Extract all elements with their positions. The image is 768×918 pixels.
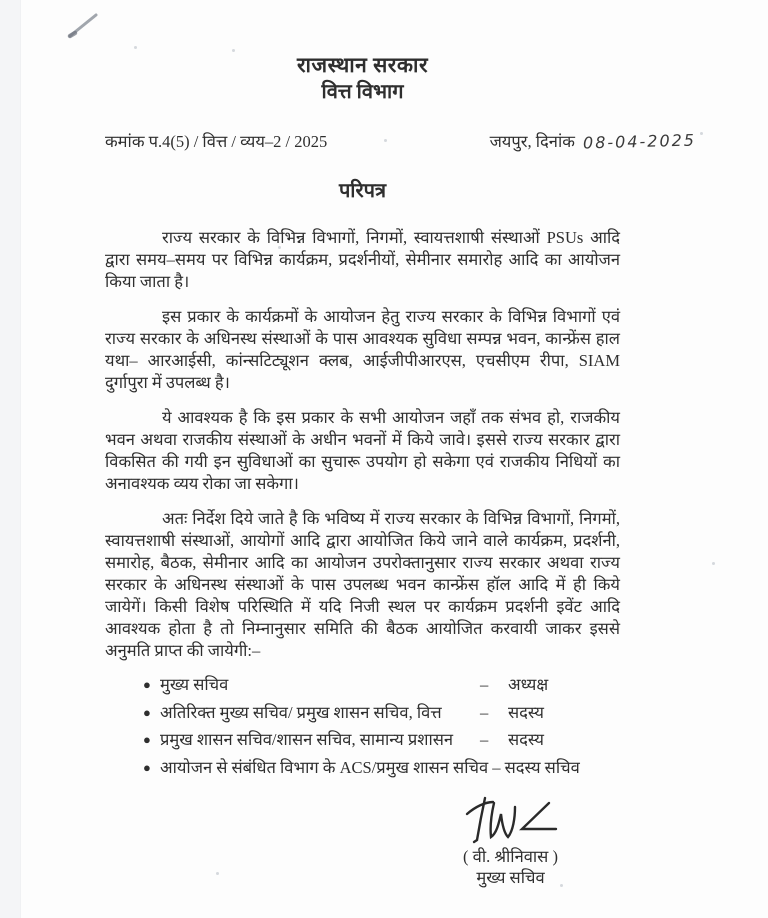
scan-speck bbox=[712, 562, 715, 565]
signatory-designation: मुख्य सचिव bbox=[476, 868, 545, 887]
reference-number: कमांक प.4(5) / वित्त / व्यय–2 / 2025 bbox=[105, 132, 328, 151]
committee-member: मुख्य सचिव bbox=[160, 675, 229, 694]
place-and-date bbox=[490, 129, 696, 152]
signature-block bbox=[403, 790, 618, 888]
reference-row bbox=[105, 129, 696, 152]
dash-separator: – bbox=[480, 702, 489, 722]
dash-separator: – bbox=[480, 730, 489, 749]
paragraph-2: इस प्रकार के कार्यक्रमों के आयोजन हेतु राज्य सरकार के विभिन्न विभागों एवं राज्य सरकार के अधिनस्थ संस्थाओं के पास आवश्यक सुविधा सम्पन्न भवन, कान्फ्रेंस हाल यथा– आरआईसी, कांन्सटिट्यूशन क्लब, आईजीपीआरएस, एचसीएम रीपा, SIAM दुर्गापुरा में उपलब्ध है। bbox=[105, 307, 620, 392]
committee-row-1 bbox=[143, 672, 620, 700]
bullet-icon: ● bbox=[143, 759, 151, 775]
committee-role: सदस्य bbox=[508, 702, 544, 722]
paragraph-3: ये आवश्यक है कि इस प्रकार के सभी आयोजन जहाँ तक संभव हो, राजकीय भवन अथवा राजकीय संस्थाओं के अधीन भवनों में किये जावे। इससे राज्य सरकार द्वारा विकसित की गयी इन सुविधाओं का सुचारू उपयोग हो सकेगा एवं राजकीय निधियों का अनावश्यक व्यय रोका जा सकेगा। bbox=[105, 408, 620, 493]
scan-edge-shadow bbox=[0, 0, 21, 918]
bullet-icon: ● bbox=[143, 704, 151, 720]
committee-member: प्रमुख शासन सचिव/शासन सचिव, सामान्य प्रशासन bbox=[160, 730, 454, 749]
place-date-label: जयपुर, दिनांक bbox=[489, 132, 575, 151]
paragraph-1: राज्य सरकार के विभिन्न विभागों, निगमों, स्वायत्तशाषी संस्थाओं PSUs आदि द्वारा समय–समय पर विभिन्न कार्यक्रम, प्रदर्शनीयों, सेमीनार समारोह आदि का आयोजन किया जाता है। bbox=[105, 228, 620, 291]
signature-scribble-icon bbox=[461, 790, 561, 846]
letterhead bbox=[105, 0, 620, 105]
committee-role: सदस्य bbox=[508, 730, 544, 749]
scan-speck bbox=[700, 132, 703, 135]
department-name: वित्त विभाग bbox=[321, 81, 404, 103]
committee-member: अतिरिक्त मुख्य सचिव/ प्रमुख शासन सचिव, वित्त bbox=[160, 702, 442, 722]
signatory-name: ( वी. श्रीनिवास ) bbox=[463, 847, 558, 866]
committee-role: अध्यक्ष bbox=[508, 675, 549, 694]
committee-list bbox=[105, 672, 620, 782]
committee-row-4 bbox=[143, 755, 620, 783]
bullet-icon: ● bbox=[143, 677, 151, 692]
committee-member: आयोजन से संबंधित विभाग के ACS/प्रमुख शासन सचिव – सदस्य सचिव bbox=[160, 757, 580, 777]
handwritten-date: 08-04-2025 bbox=[582, 130, 697, 153]
document-title: परिपत्र bbox=[338, 180, 387, 202]
government-name: राजस्थान सरकार bbox=[296, 53, 429, 77]
pen-mark-icon bbox=[66, 10, 104, 40]
committee-row-2 bbox=[143, 700, 620, 728]
dash-separator: – bbox=[480, 675, 489, 694]
bullet-icon: ● bbox=[143, 732, 151, 747]
paragraph-4: अतः निर्देश दिये जाते है कि भविष्य में राज्य सरकार के विभिन्न विभागों, निगमों, स्वायत्तशाषी संस्थाओं, आयोगों आदि द्वारा आयोजित किये जाने वाले कार्यक्रम, प्रदर्शनी, समारोह, बैठक, सेमीनार आदि का आयोजन उपरोक्तानुसार राज्य सरकार अथवा राज्य सरकार के अधिनस्थ संस्थाओं के पास उपलब्ध भवन कान्फ्रेंस हॉल आदि में ही किये जायेगें। किसी विशेष परिस्थिति में यदि निजी स्थल पर कार्यक्रम प्रदर्शनी इवेंट आदि आवश्यक होता है तो निम्नानुसार समिति की बैठक आयोजित करवायी जाकर इससे अनुमति प्राप्त की जायेगी:– bbox=[105, 509, 620, 660]
document-content bbox=[105, 0, 697, 888]
committee-row-3 bbox=[143, 727, 620, 755]
